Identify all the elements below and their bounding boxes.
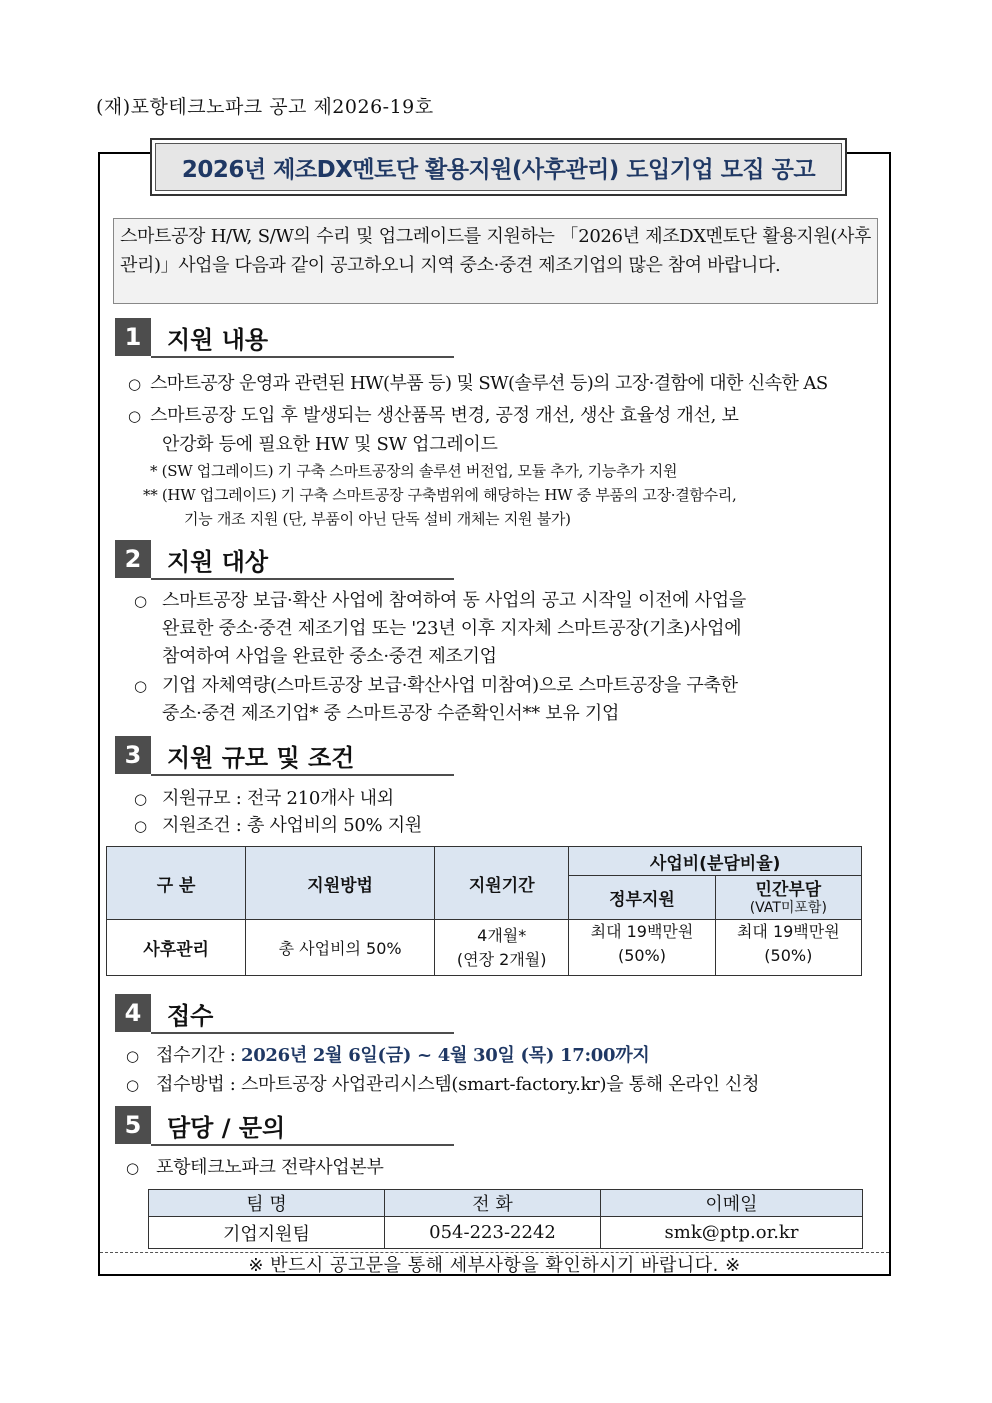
header-email: 이메일: [601, 1190, 863, 1217]
list-item: ○ 지원조건 : 총 사업비의 50% 지원: [134, 811, 734, 841]
section-underline: [151, 578, 454, 580]
bullet-icon: ○: [128, 407, 141, 425]
list-item-continued: 참여하여 사업을 완료한 중소·중견 제조기업: [162, 646, 497, 667]
cell-private: 최대 19백만원 (50%): [715, 920, 861, 976]
list-item: ○ 스마트공장 도입 후 발생되는 생산품목 변경, 공정 개선, 생산 효율성 개선, 보: [128, 401, 888, 431]
section-title: 지원 규모 및 조건: [167, 744, 355, 772]
footnote: ** (HW 업그레이드) 기 구축 스마트공장 구축범위에 해당하는 HW 중 부품의 고장·결함수리,: [143, 486, 737, 504]
header-category: 구 분: [107, 847, 246, 920]
title-box: [150, 138, 847, 196]
bullet-icon: ○: [134, 817, 147, 835]
bullet-icon: ○: [126, 1076, 139, 1094]
bullet-icon: ○: [126, 1159, 139, 1177]
header-private: 민간부담 (VAT미포함): [715, 876, 861, 920]
section-number: 5: [115, 1106, 151, 1144]
bullet-icon: ○: [134, 677, 147, 695]
section-underline: [151, 1144, 454, 1146]
section-number: 2: [115, 540, 151, 578]
bullet-icon: ○: [128, 375, 141, 393]
cell-email: smk@ptp.or.kr: [601, 1217, 863, 1249]
bullet-icon: ○: [134, 592, 147, 610]
bullet-icon: ○: [134, 790, 147, 808]
list-item-continued: 안강화 등에 필요한 HW 및 SW 업그레이드: [162, 434, 498, 455]
vat-note: (VAT미포함): [749, 899, 827, 916]
cell-method: 총 사업비의 50%: [246, 920, 435, 976]
header-method: 지원방법: [246, 847, 435, 920]
header-phone: 전 화: [385, 1190, 601, 1217]
section-5-header: [115, 1106, 455, 1146]
cell-team: 기업지원팀: [149, 1217, 385, 1249]
section-3-header: [115, 736, 455, 776]
header-gov: 정부지원: [569, 876, 715, 920]
header-team: 팀 명: [149, 1190, 385, 1217]
application-period: 2026년 2월 6일(금) ~ 4월 30일 (목) 17:00까지: [240, 1045, 650, 1066]
list-item: ○ 스마트공장 보급·확산 사업에 참여하여 동 사업의 공고 시작일 이전에 사업을: [134, 586, 894, 616]
list-item: ○ 스마트공장 운영과 관련된 HW(부품 등) 및 SW(솔루션 등)의 고장·결함에 대한 신속한 AS: [128, 369, 898, 399]
table-row: [107, 920, 862, 976]
list-item: ○ 지원규모 : 전국 210개사 내외: [134, 784, 734, 814]
section-underline: [151, 356, 454, 358]
section-4-header: [115, 994, 455, 1034]
footnote: * (SW 업그레이드) 기 구축 스마트공장의 솔루션 버전업, 모듈 추가, 기능추가 지원: [150, 462, 678, 480]
section-title: 담당 / 문의: [167, 1114, 286, 1142]
section-title: 접수: [167, 1002, 214, 1030]
intro-box: 스마트공장 H/W, S/W의 수리 및 업그레이드를 지원하는 「2026년 제조DX멘토단 활용지원(사후관리)」사업을 다음과 같이 공고하오니 지역 중소·중견 제조기업의 많은 참여 바랍니다.: [113, 218, 878, 304]
list-item: ○ 접수기간 : 2026년 2월 6일(금) ~ 4월 30일 (목) 17:00까지: [126, 1041, 886, 1071]
section-number: 3: [115, 736, 151, 774]
section-2-header: [115, 540, 455, 580]
cell-category: 사후관리: [107, 920, 246, 976]
header-cost: 사업비(분담비율): [569, 847, 862, 876]
table-row: [149, 1217, 863, 1249]
bullet-icon: ○: [126, 1047, 139, 1065]
section-title: 지원 대상: [167, 548, 269, 576]
footnote: 기능 개조 지원 (단, 부품이 아닌 단독 설비 개체는 지원 불가): [184, 510, 571, 528]
section-title: 지원 내용: [167, 326, 269, 354]
list-item-continued: 완료한 중소·중견 제조기업 또는 '23년 이후 지자체 스마트공장(기초)사업에: [162, 618, 742, 639]
footer-note: ※ 반드시 공고문을 통해 세부사항을 확인하시기 바랍니다. ※: [100, 1252, 889, 1277]
cell-phone: 054-223-2242: [385, 1217, 601, 1249]
section-underline: [151, 1032, 454, 1034]
page-title: 2026년 제조DX멘토단 활용지원(사후관리) 도입기업 모집 공고: [155, 143, 842, 191]
section-underline: [151, 774, 454, 776]
section-1-header: [115, 318, 455, 358]
section-number: 4: [115, 994, 151, 1032]
list-item-continued: 중소·중견 제조기업* 중 스마트공장 수준확인서** 보유 기업: [162, 703, 620, 724]
section-number: 1: [115, 318, 151, 356]
header-period: 지원기간: [435, 847, 569, 920]
cell-period: 4개월* (연장 2개월): [435, 920, 569, 976]
list-item: ○ 기업 자체역량(스마트공장 보급·확산사업 미참여)으로 스마트공장을 구축한: [134, 671, 894, 701]
list-item: ○ 포항테크노파크 전략사업본부: [126, 1153, 726, 1183]
notice-number: (재)포항테크노파크 공고 제2026-19호: [96, 96, 434, 118]
contact-table: [148, 1189, 863, 1249]
list-item: ○ 접수방법 : 스마트공장 사업관리시스템(smart-factory.kr)을 통해 온라인 신청: [126, 1070, 896, 1100]
cell-gov: 최대 19백만원 (50%): [569, 920, 715, 976]
support-table: [106, 846, 862, 976]
